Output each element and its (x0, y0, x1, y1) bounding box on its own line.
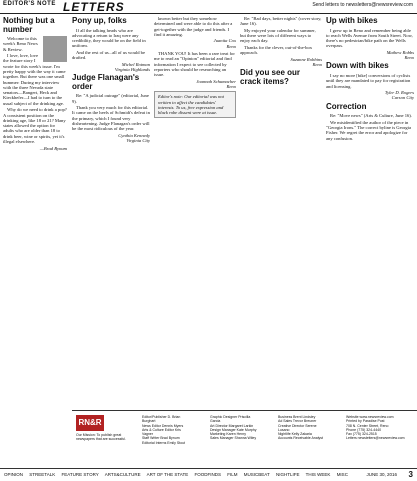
letter-title-down-bikes: Down with bikes (326, 61, 389, 71)
correction-title: Correction (326, 101, 367, 111)
letter-signature: Michel Rotman Virginia Highlands (114, 61, 150, 72)
paragraph: Welcome to this week's Reno News & Review. (3, 36, 38, 52)
paragraph: I say no more [bike] conversions of cyclists until they are mandated to pay for registration and licensing. (326, 72, 411, 89)
paragraph: Re: "A judicial outrage" (editorial, June 9). (72, 93, 149, 104)
letter-signature: Juanita Cox Reno (213, 38, 236, 49)
letter-title-pony: Pony up, folks (72, 16, 127, 25)
letter-signature: Tyler D. Rogers Carson City (384, 90, 414, 101)
editor-photo (43, 36, 67, 62)
letter-signature: Suzanne Robbins Reno (290, 56, 322, 67)
nav-item[interactable]: MISC (336, 472, 348, 477)
nav-item[interactable]: FOODFINDS (194, 472, 221, 477)
nav-item[interactable]: FILM (227, 472, 238, 477)
masthead-staff-1: Editor/Publisher D. Brian Burghart News Editor Dennis Myers Arts & Culture Editor Kris Vagner Staff Writer Brad Bynum Editorial Interns Emily Stout (142, 415, 185, 445)
masthead (72, 410, 417, 463)
nav-item[interactable]: FEATURE STORY (61, 472, 99, 477)
header-bar (0, 0, 417, 14)
letter-signature: Joannah Schumacher Reno (196, 78, 236, 89)
masthead-tagline: Our Mission: To publish great newspapers that are successful. (76, 433, 126, 442)
letter-title-flanagan: Judge Flanagan's order (72, 73, 140, 91)
nav-item[interactable]: NIGHTLIFE (275, 472, 300, 477)
nav-item[interactable]: OPINION (4, 472, 24, 477)
paragraph: If all the talking heads who are advocating a return to Iraq were any credibility, they would be on the field in uniform. (72, 27, 146, 49)
letter-title-crack: Did you see our crack items? (240, 68, 301, 86)
nav-item[interactable]: ARTS&CULTURE (104, 472, 141, 477)
page-footer (0, 468, 417, 481)
paragraph: THANK YOU! It has been a rare treat for me to read an "Opinion" editorial and find information I expect to see collected by reporters who should be researching an issue. (154, 50, 235, 78)
editors-signature: —Brad Bynum (39, 145, 67, 151)
page-title: LETTERS (63, 0, 125, 14)
masthead-staff-2: Graphic Designer Priscilla Garcia Art Director Margaret Larkin Design Manager Kate Murphy Marketing Karen Henry Sales Manager Shanna Wiley (210, 415, 257, 441)
paragraph: And the rest of us...all of us would be drafted. (72, 49, 146, 61)
editors-note-column (3, 16, 67, 416)
publication-logo: RN&R (76, 415, 104, 431)
paragraph: My enjoyed your calendar for summer, but there were lots of different ways to enjoy each day. (240, 27, 316, 44)
letters-email[interactable]: Send letters to newsletters@newsreview.com (312, 2, 413, 8)
nav-item[interactable]: MUSICBEAT (243, 472, 270, 477)
editors-note-title: Nothing but a number (3, 16, 55, 34)
letters-column-5 (326, 16, 414, 408)
issue-date: JUNE 30, 2016 (366, 472, 397, 477)
nav-item[interactable]: ART OF THE STATE (146, 472, 189, 477)
letter-signature: Cynthia Kennedy Virginia City (118, 132, 150, 143)
paragraph: Re: "Move news" (Arts & Culture, June 16). (330, 113, 412, 119)
editors-reply: Editor's note: Our editorial was not written to affect the candidates' interests. To us, free expression and black robe dissent were at issue. (154, 91, 236, 118)
paragraph: Why do we need to drink a pop? A consistent position on the drinking age, like 18 or 21? Many states allowed the option for adults who are older than 18 to drink beer, wine or spirits, yet it's illegal elsewhere. (3, 107, 67, 145)
letters-column-2 (72, 16, 150, 408)
letter-signature: Mathew Robbs Reno (386, 49, 414, 61)
paragraph: I love, love, love the feature story I wrote for this week's issue. I'm pretty happy with the way it came together. But there was one small bummer: During my interview with the three Nevada state senators—Bangert, Heck and Kieckhefer—I had to turn to the usual subject of the drinking age. (3, 53, 66, 106)
letters-column-4 (240, 16, 322, 408)
paragraph: I grew up in Reno and remember being able to reach Wells Avenue from South Street. Now, there's no pedestrian/bike path on the Wells overpass. (326, 27, 413, 49)
masthead-staff-3: Business Brent Lindsley Ad Sales Trevor Breuner Creative Director Serene Lusano Nightlife Kelly Zakaria Accounts Receivable Analyst (278, 415, 323, 441)
paragraph: Thanks for the clever, out-of-the-box approach. (240, 44, 313, 56)
nav-item[interactable]: STREETALK (29, 472, 56, 477)
nav-item[interactable]: THIS WEEK (305, 472, 331, 477)
section-nav (4, 472, 353, 477)
page-number: 3 (408, 470, 413, 479)
paragraph: Thank you very much for this editorial. It came on the heels of Schmidt's defeat in the primary, which I found very disheartening. Judge Flanagan's order will be the most ridiculous of the year. (72, 105, 150, 132)
letters-column-3 (154, 16, 236, 408)
letter-title-up-bikes: Up with bikes (326, 16, 378, 25)
section-label: EDITOR'S NOTE (3, 1, 56, 7)
masthead-contact: Website www.newsreview.com Printed by Paradise Post 708 N. Center Street, Reno Phone (775) 324-4440 Fax (775) 324-2515 Letters newsletters@newsreview.com (346, 415, 405, 441)
paragraph: known better but they somehow determined and were able to do this after a get-together with the judge and friends. I find it amazing. (154, 16, 233, 37)
paragraph: We misidentified the author of the piece in "Georgia Irons." The correct byline is Georgia Fisher. We regret the error and apologize for any confusion. (326, 119, 412, 141)
paragraph: Re: "Bad days, better nights" (cover story, June 16). (240, 16, 322, 27)
